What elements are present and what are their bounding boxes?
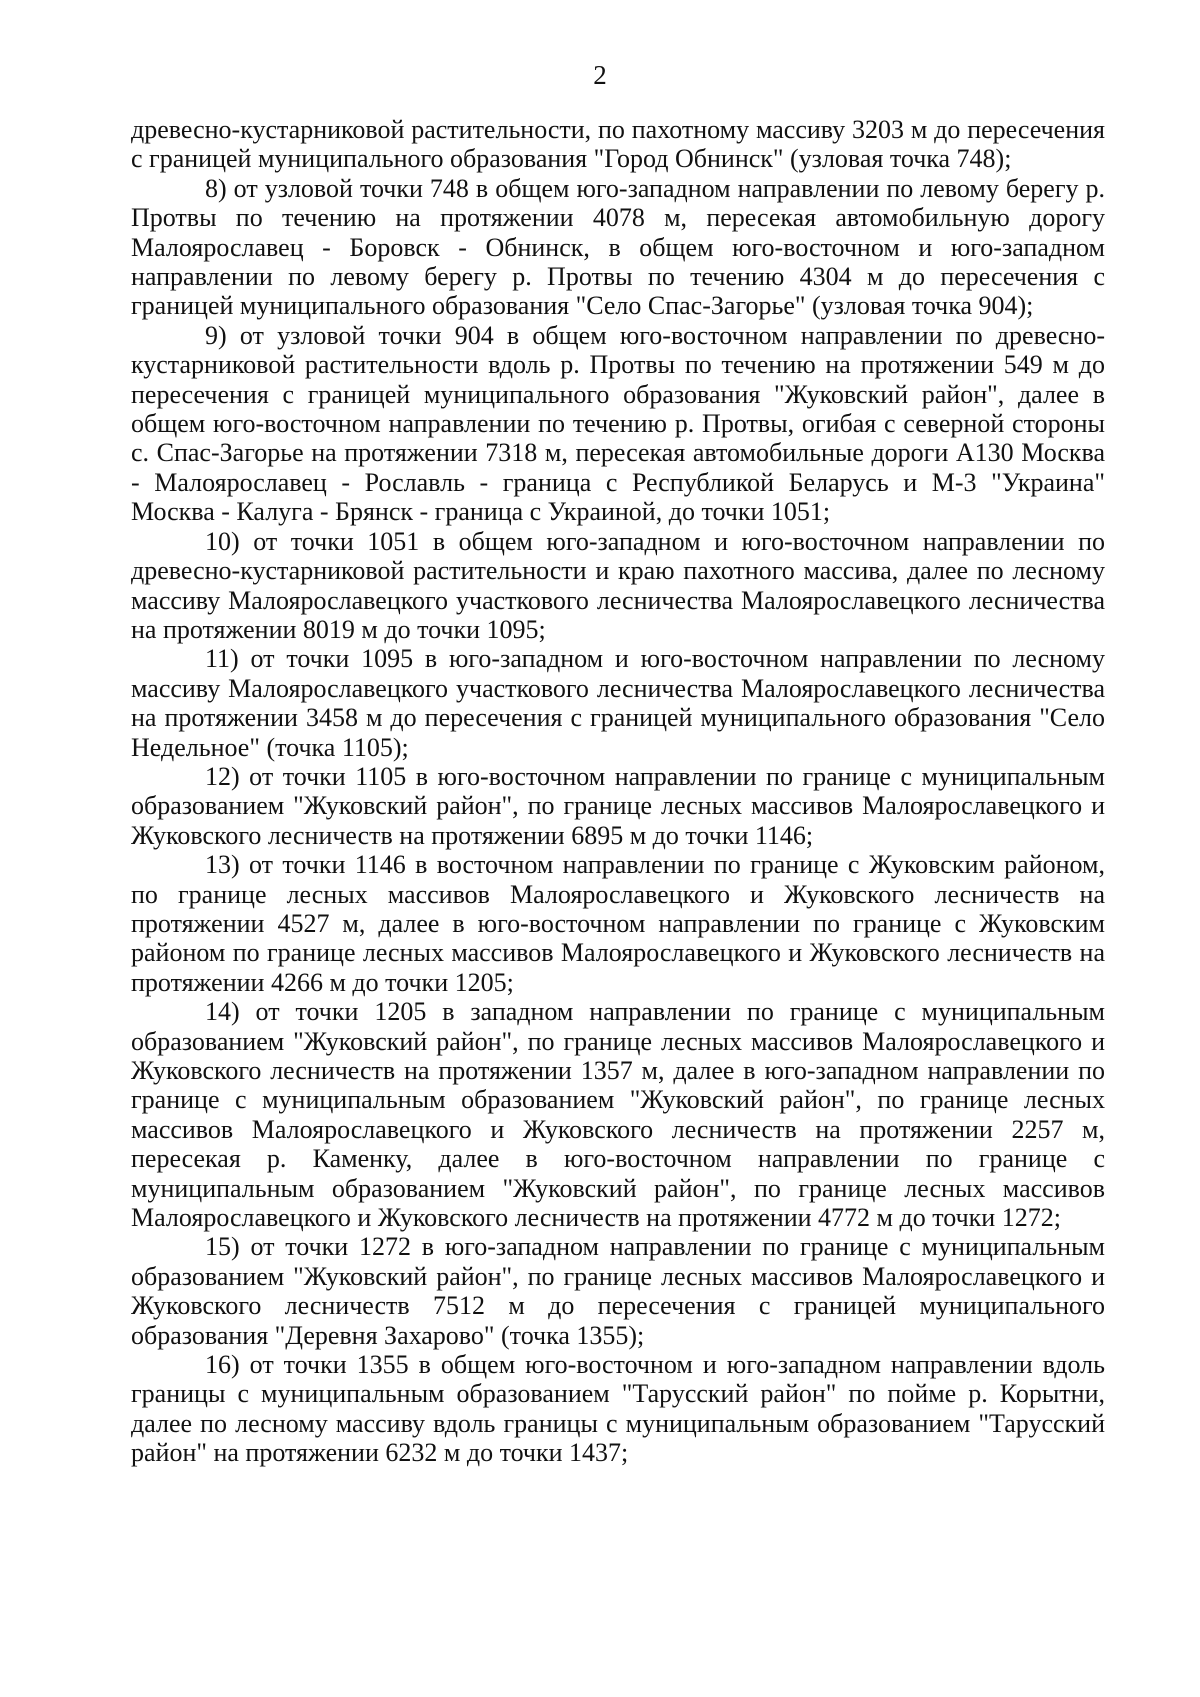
paragraph-item-14: 14) от точки 1205 в западном направлении по границе с муниципальным образованием "Жуковский район", по границе лесных массивов Малоярославецкого и Жуковского лесничеств на протяжении 1357 м, далее в юго-западном направлении по границе с муниципальным образованием "Жуковский район", по границе лесных массивов Малоярославецкого и Жуковского лесничеств на протяжении 2257 м, пересекая р. Каменку, далее в юго-восточном направлении по границе с муниципальным образованием "Жуковский район", по границе лесных массивов Малоярославецкого и Жуковского лесничеств на протяжении 4772 м до точки 1272; bbox=[131, 997, 1105, 1233]
paragraph-item-12: 12) от точки 1105 в юго-восточном направлении по границе с муниципальным образованием "Жуковский район", по границе лесных массивов Малоярославецкого и Жуковского лесничеств на протяжении 6895 м до точки 1146; bbox=[131, 761, 1105, 850]
paragraph-item-15: 15) от точки 1272 в юго-западном направлении по границе с муниципальным образованием "Жуковский район", по границе лесных массивов Малоярославецкого и Жуковского лесничеств 7512 м до пересечения с границей муниципального образования "Деревня Захарово" (точка 1355); bbox=[131, 1232, 1105, 1350]
page-number: 2 bbox=[593, 60, 607, 90]
document-body bbox=[131, 115, 1105, 1468]
paragraph-continuation: древесно-кустарниковой растительности, по пахотному массиву 3203 м до пересечения с границей муниципального образования "Город Обнинск" (узловая точка 748); bbox=[131, 115, 1105, 174]
paragraph-item-10: 10) от точки 1051 в общем юго-западном и юго-восточном направлении по древесно-кустарниковой растительности и краю пахотного массива, далее по лесному массиву Малоярославецкого участкового лесничества Малоярославецкого лесничества на протяжении 8019 м до точки 1095; bbox=[131, 526, 1105, 644]
paragraph-item-11: 11) от точки 1095 в юго-западном и юго-восточном направлении по лесному массиву Малоярославецкого участкового лесничества Малоярославецкого лесничества на протяжении 3458 м до пересечения с границей муниципального образования "Село Недельное" (точка 1105); bbox=[131, 644, 1105, 762]
paragraph-item-13: 13) от точки 1146 в восточном направлении по границе с Жуковским районом, по границе лесных массивов Малоярославецкого и Жуковского лесничеств на протяжении 4527 м, далее в юго-восточном направлении по границе с Жуковским районом по границе лесных массивов Малоярославецкого и Жуковского лесничеств на протяжении 4266 м до точки 1205; bbox=[131, 850, 1105, 997]
paragraph-item-16: 16) от точки 1355 в общем юго-восточном и юго-западном направлении вдоль границы с муниципальным образованием "Тарусский район" по пойме р. Корытни, далее по лесному массиву вдоль границы с муниципальным образованием "Тарусский район" на протяжении 6232 м до точки 1437; bbox=[131, 1350, 1105, 1468]
paragraph-item-8: 8) от узловой точки 748 в общем юго-западном направлении по левому берегу р. Протвы по течению на протяжении 4078 м, пересекая автомобильную дорогу Малоярославец - Боровск - Обнинск, в общем юго-восточном и юго-западном направлении по левому берегу р. Протвы по течению 4304 м до пересечения с границей муниципального образования "Село Спас-Загорье" (узловая точка 904); bbox=[131, 173, 1105, 321]
paragraph-item-9: 9) от узловой точки 904 в общем юго-восточном направлении по древесно-кустарниковой растительности вдоль р. Протвы по течению на протяжении 549 м до пересечения с границей муниципального образования "Жуковский район", далее в общем юго-восточном направлении по течению р. Протвы, огибая с северной стороны с. Спас-Загорье на протяжении 7318 м, пересекая автомобильные дороги А130 Москва - Малоярославец - Рославль - граница с Республикой Беларусь и М-3 "Украина" Москва - Калуга - Брянск - граница с Украиной, до точки 1051; bbox=[131, 320, 1105, 527]
